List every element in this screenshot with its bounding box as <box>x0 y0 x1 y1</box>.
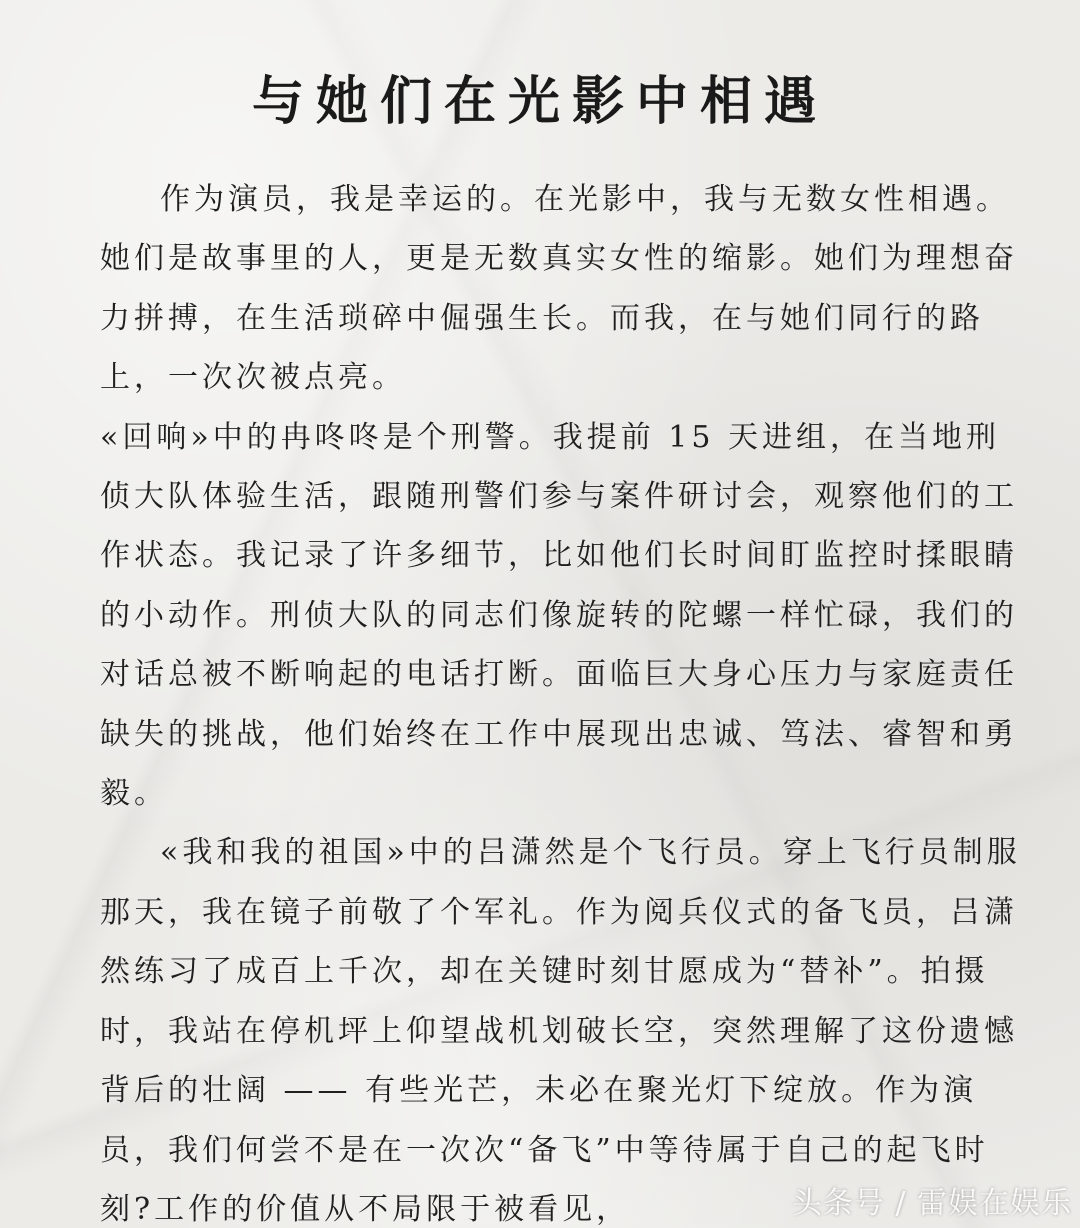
paragraph-1: 作为演员，我是幸运的。在光影中，我与无数女性相遇。她们是故事里的人，更是无数真实女性的缩影。她们为理想奋力拼搏，在生活琐碎中倔强生长。而我，在与她们同行的路上，一次次被点亮。 <box>100 182 1018 396</box>
source-watermark: 头条号 / 雷娱在娱乐 <box>791 1186 1072 1221</box>
article-title: 与她们在光影中相遇 <box>251 72 828 132</box>
article-body <box>100 170 1028 1228</box>
paragraph-2: «回响»中的冉咚咚是个刑警。我提前 15 天进组，在当地刑侦大队体验生活，跟随刑警们参与案件研讨会，观察他们的工作状态。我记录了许多细节，比如他们长时间盯监控时揉眼睛的小动作。刑侦大队的同志们像旋转的陀螺一样忙碌，我们的对话总被不断响起的电话打断。面临巨大身心压力与家庭责任缺失的挑战，他们始终在工作中展现出忠诚、笃法、睿智和勇毅。 <box>100 419 1018 812</box>
paragraph-3: «我和我的祖国»中的吕潇然是个飞行员。穿上飞行员制服那天，我在镜子前敬了个军礼。作为阅兵仪式的备飞员，吕潇然练习了成百上千次，却在关键时刻甘愿成为“替补”。拍摄时，我站在停机坪上仰望战机划破长空，突然理解了这份遗憾背后的壮阔 —— 有些光芒，未必在聚光灯下绽放。作为演员，我们何尝不是在一次次“备飞”中等待属于自己的起飞时刻?工作的价值从不局限于被看见， <box>100 835 1021 1227</box>
